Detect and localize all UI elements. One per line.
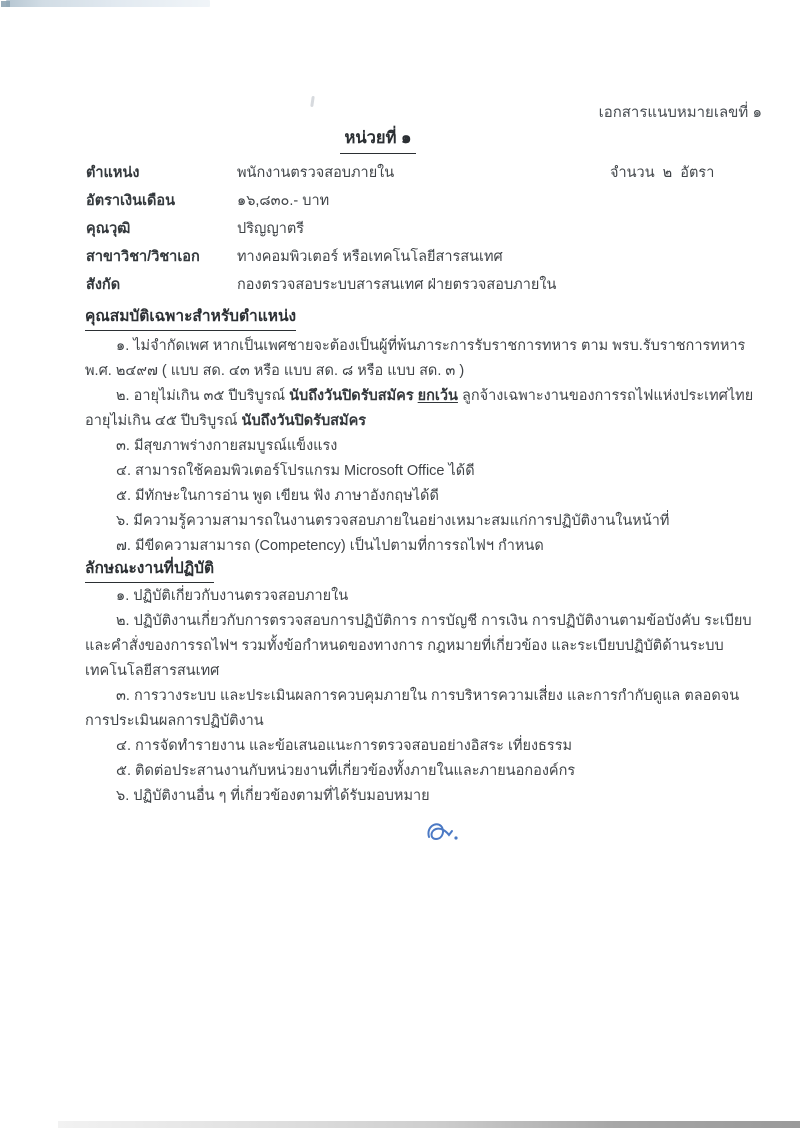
qualification-item: ๔. สามารถใช้คอมพิวเตอร์โปรแกรม Microsoft Office ได้ดี xyxy=(116,463,475,479)
info-label: คุณวุฒิ xyxy=(86,221,131,237)
qual-item2-bold: นับถึงวันปิดรับสมัคร xyxy=(289,388,418,404)
info-label: สาขาวิชา/วิชาเอก xyxy=(86,249,200,265)
qualifications-heading: คุณสมบัติเฉพาะสำหรับตำแหน่ง xyxy=(85,304,296,331)
duties-list xyxy=(85,584,763,809)
info-value: กองตรวจสอบระบบสารสนเทศ ฝ่ายตรวจสอบภายใน xyxy=(237,277,557,293)
signature-dot xyxy=(454,836,457,839)
info-label: สังกัด xyxy=(86,277,121,293)
duty-item: ๕. ติดต่อประสานงานกับหน่วยงานที่เกี่ยวข้องทั้งภายในและภายนอกองค์กร xyxy=(116,763,576,779)
info-row-division xyxy=(86,271,762,299)
document-title: หน่วยที่ ๑ xyxy=(340,126,415,154)
duty-item: ๑. ปฏิบัติเกี่ยวกับงานตรวจสอบภายใน xyxy=(116,588,349,604)
qualifications-list xyxy=(85,334,763,559)
info-value: ทางคอมพิวเตอร์ หรือเทคโนโลยีสารสนเทศ xyxy=(237,249,503,265)
qualification-item: ๕. มีทักษะในการอ่าน พูด เขียน ฟัง ภาษาอังกฤษได้ดี xyxy=(116,488,439,504)
duty-item: ๒. ปฏิบัติงานเกี่ยวกับการตรวจสอบการปฏิบัติการ การบัญชี การเงิน การปฏิบัติงานตามข้อบังคับ ระเบียบ และคำสั่งของการรถไฟฯ รวมทั้งข้อกำหนดของทางการ กฎหมายที่เกี่ยวข้อง และระเบียบปฏิบัติด้านระบบเทคโนโลยีสารสนเทศ xyxy=(85,613,752,679)
duty-item: ๓. การวางระบบ และประเมินผลการควบคุมภายใน การบริหารความเสี่ยง และการกำกับดูแล ตลอดจนการประเมินผลการปฏิบัติงาน xyxy=(85,688,740,729)
info-value: ๑๖,๘๓๐.- บาท xyxy=(237,193,330,209)
scan-corner-artifact xyxy=(1,1,10,7)
duty-item: ๖. ปฏิบัติงานอื่น ๆ ที่เกี่ยวข้องตามที่ได้รับมอบหมาย xyxy=(116,788,430,804)
qualification-item: ๓. มีสุขภาพร่างกายสมบูรณ์แข็งแรง xyxy=(116,438,338,454)
duties-heading: ลักษณะงานที่ปฏิบัติ xyxy=(85,556,214,583)
info-row-position xyxy=(86,159,762,187)
info-value: พนักงานตรวจสอบภายใน xyxy=(237,165,395,181)
signature-initial-mark xyxy=(419,813,463,851)
info-row-major xyxy=(86,243,762,271)
qualification-item: ๑. ไม่จำกัดเพศ หากเป็นเพศชายจะต้องเป็นผู้ที่พ้นภาระการรับราชการทหาร ตาม พรบ.รับราชการทหาร พ.ศ. ๒๔๙๗ ( แบบ สด. ๔๓ หรือ แบบ สด. ๘ หรือ แบบ สด. ๓ ) xyxy=(85,338,746,379)
info-value: ปริญญาตรี xyxy=(237,221,305,237)
position-count: จำนวน ๒ อัตรา xyxy=(610,165,715,181)
qual-item2-underlined: ยกเว้น xyxy=(417,388,458,404)
info-label: ตำแหน่ง xyxy=(86,165,140,181)
scan-smudge xyxy=(310,96,315,107)
qualification-item xyxy=(85,384,763,434)
qualification-item: ๖. มีความรู้ความสามารถในงานตรวจสอบภายในอย่างเหมาะสมแก่การปฏิบัติงานในหน้าที่ xyxy=(116,513,670,529)
scan-edge-artifact-top xyxy=(6,0,210,7)
attachment-number-label: เอกสารแนบหมายเลขที่ ๑ xyxy=(598,104,762,121)
duty-item: ๔. การจัดทำรายงาน และข้อเสนอแนะการตรวจสอบอย่างอิสระ เที่ยงธรรม xyxy=(116,738,573,754)
qual-item2-bold: นับถึงวันปิดรับสมัคร xyxy=(241,413,367,429)
document-title-wrap xyxy=(0,126,756,154)
qualification-item: ๗. มีขีดความสามารถ (Competency) เป็นไปตามที่การรถไฟฯ กำหนด xyxy=(116,538,544,554)
position-info-table xyxy=(86,159,762,299)
info-label: อัตราเงินเดือน xyxy=(86,193,175,209)
info-row-degree xyxy=(86,215,762,243)
scan-edge-artifact-bottom xyxy=(58,1121,800,1128)
info-row-salary xyxy=(86,187,762,215)
qual-item2-text: ๒. อายุไม่เกิน ๓๕ ปีบริบูรณ์ xyxy=(116,388,290,404)
qual-item2-text: ลูกจ้างเฉพาะงานของการรถไฟแห่งประเทศไทย อายุไม่เกิน ๔๕ ปีบริบูรณ์ xyxy=(85,388,754,429)
